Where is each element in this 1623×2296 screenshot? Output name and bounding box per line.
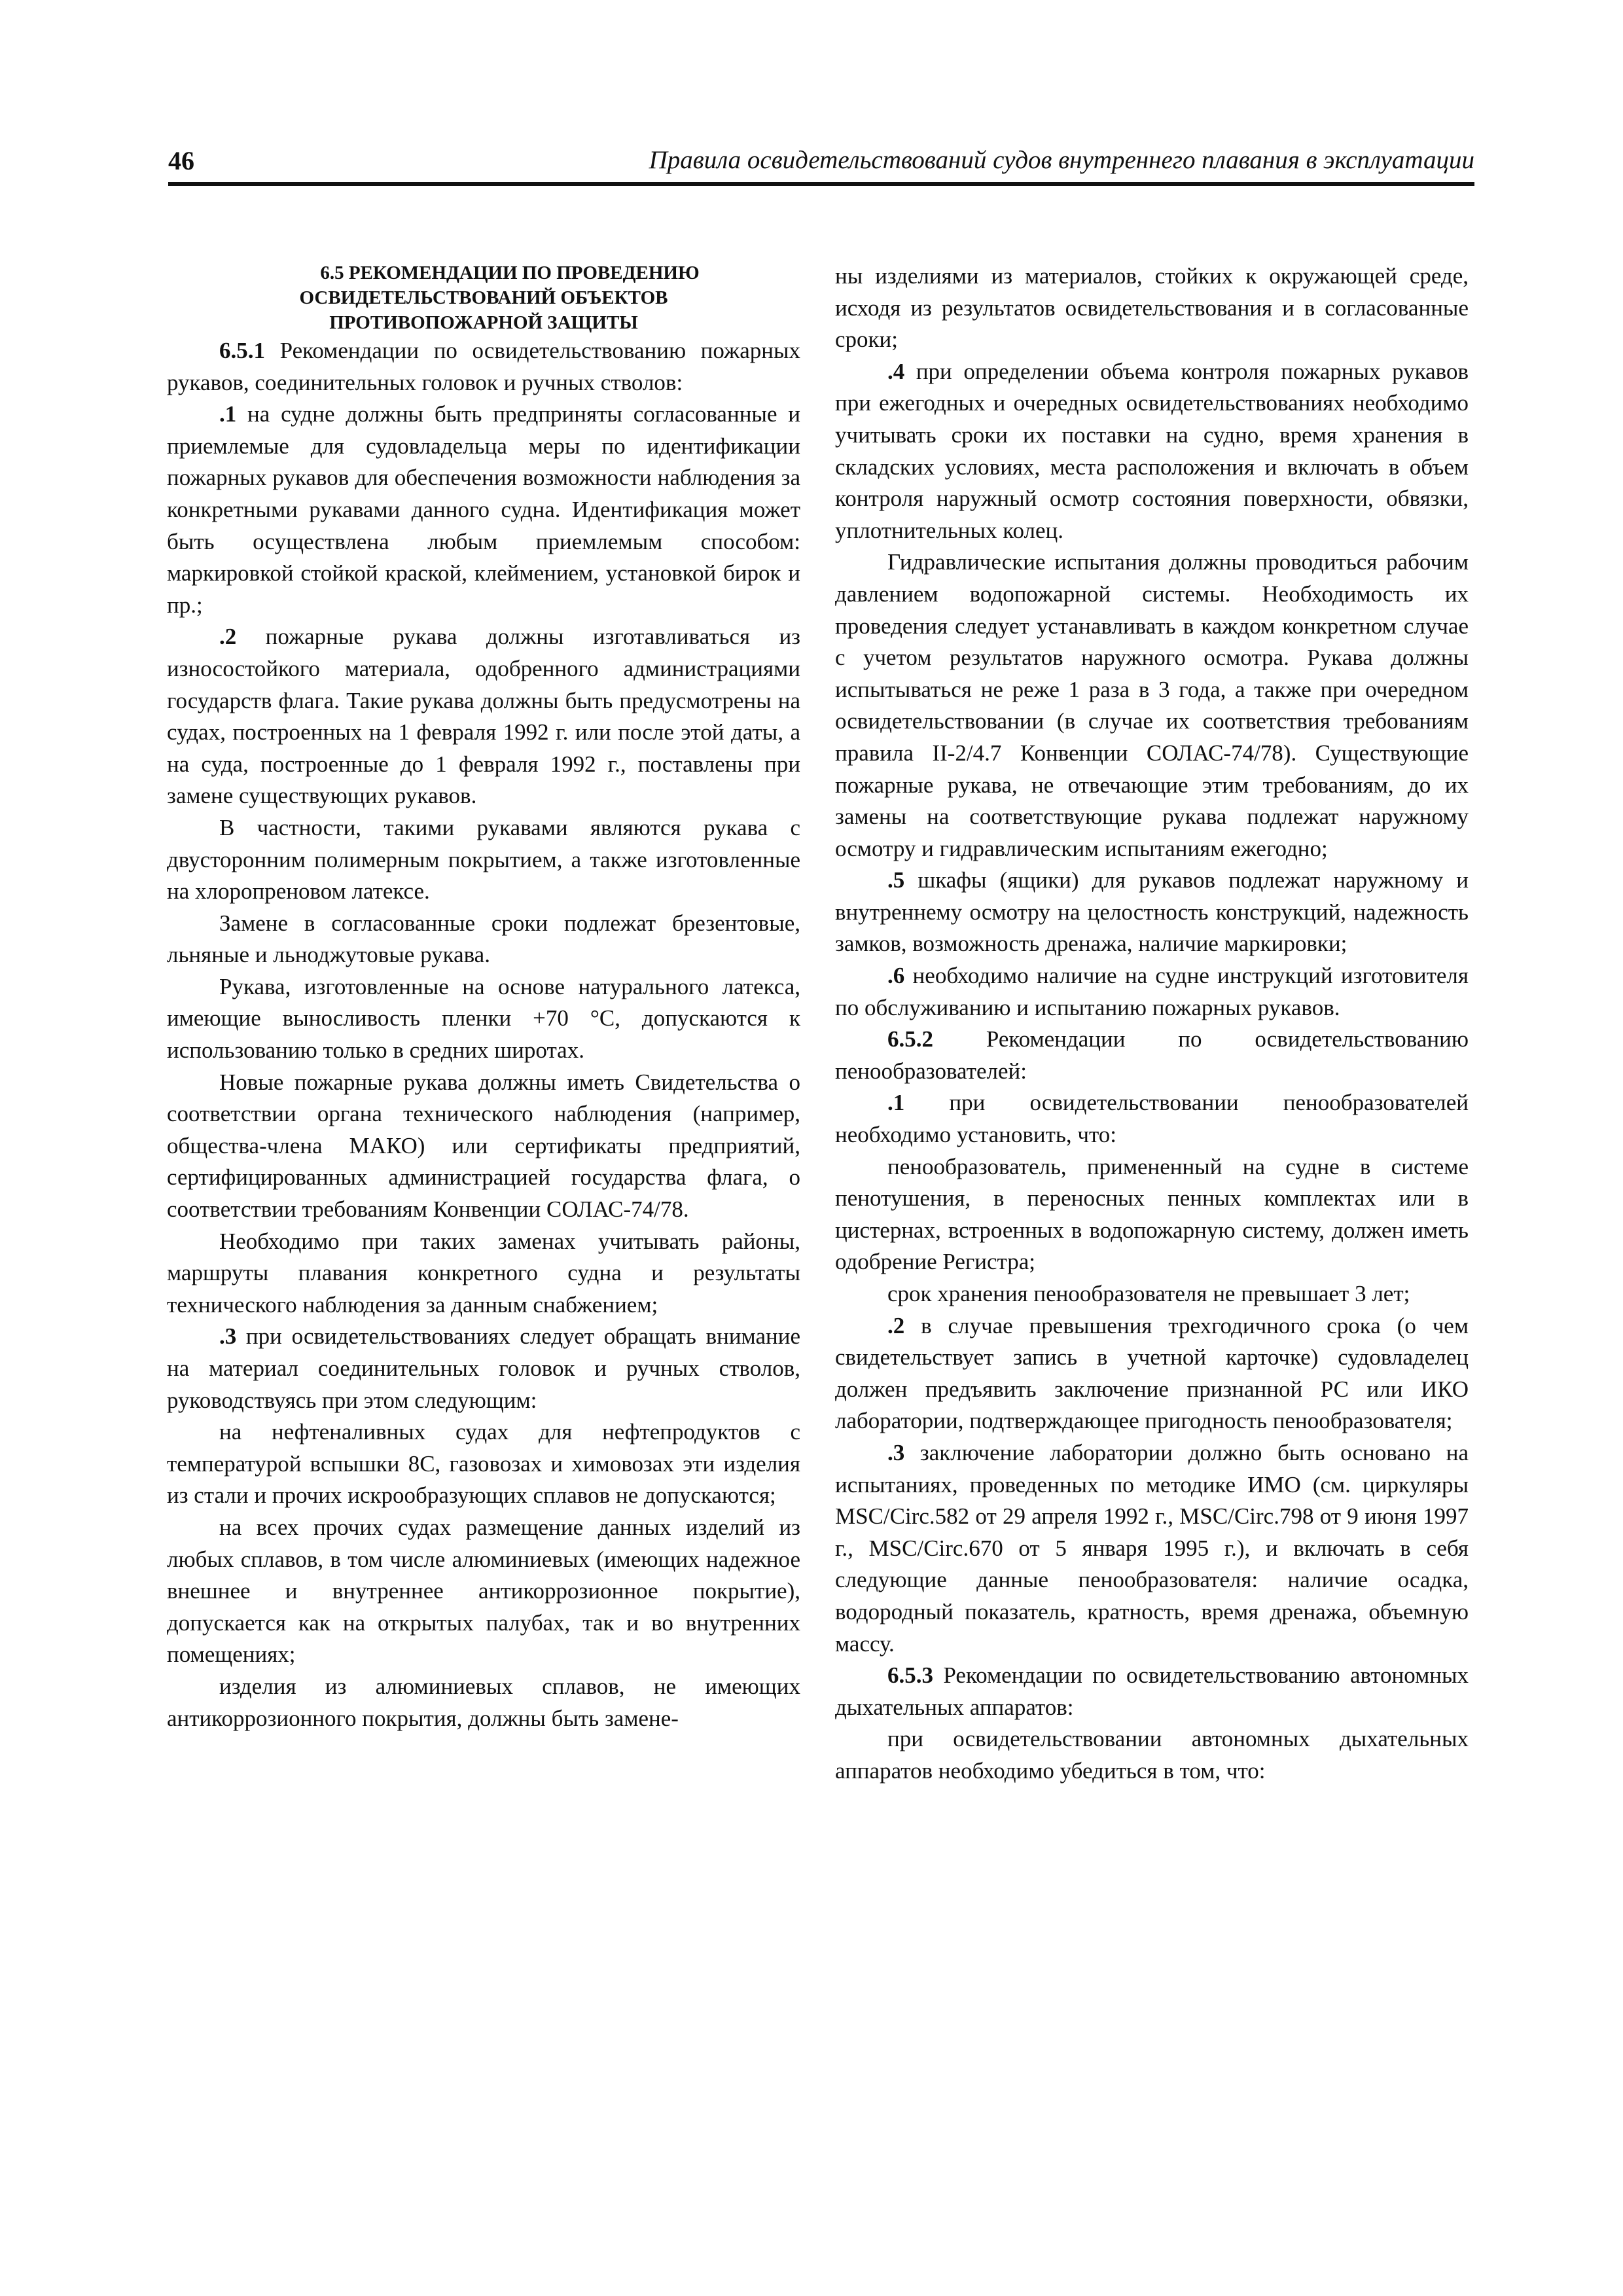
page-header xyxy=(168,145,1474,186)
paragraph: Замене в согласованные сроки подлежат брезентовые, льняные и льноджутовые рукава. xyxy=(167,910,800,968)
paragraph xyxy=(835,1310,1469,1437)
paragraph: на нефтеналивных судах для нефтепродуктов с температурой вспышки 8С, газовозах и химовозах эти изделия из стали и прочих искрообразующих сплавов не допускаются; xyxy=(167,1419,800,1509)
clause-number: .3 xyxy=(219,1323,237,1350)
paragraph: при освидетельствовании автономных дыхательных аппаратов необходимо убедиться в том, что: xyxy=(835,1726,1469,1784)
paragraph: Рукава, изготовленные на основе натурального латекса, имеющие выносливость пленки +70 °С, допускаются к использованию только в средних широтах. xyxy=(167,973,800,1064)
paragraph: срок хранения пенообразователя не превышает 3 лет; xyxy=(887,1281,1410,1306)
clause-number: .5 xyxy=(887,867,905,893)
paragraph: ны изделиями из материалов, стойких к окружающей среде, исходя из результатов освидетельствования и в согласованные сроки; xyxy=(835,263,1469,353)
paragraph: Новые пожарные рукава должны иметь Свидетельства о соответствии органа технического наблюдения (например, общества-члена МАКО) или сертификаты предприятий, сертифицированных администрацией государства флага, о соответствии требованиям Конвенции СОЛАС-74/78. xyxy=(167,1069,800,1223)
paragraph-text: при определении объема контроля пожарных рукавов при ежегодных и очередных освидетельствованиях необходимо учитывать сроки их поставки на судно, время хранения в складских условиях, места расположения и включать в объем контроля наружный осмотр состояния поверхности, обвязки, уплотнительных колец. xyxy=(835,358,1469,543)
paragraph-text: на судне должны быть предприняты согласованные и приемлемые для судовладельца меры по идентификации пожарных рукавов для обеспечения возможности наблюдения за конкретными рукавами данного судна. Идентификация может быть осуществлена любым приемлемым способом: маркировкой стойкой краской, клеймением, установкой бирок и пр.; xyxy=(167,401,800,618)
paragraph-text: пожарные рукава должны изготавливаться из износостойкого материала, одобренного администрациями государств флага. Такие рукава должны быть предусмотрены на судах, построенных на 1 февраля 1992 г. или после этой даты, а на суда, построенные до 1 февраля 1992 г., поставлены при замене существующих рукавов. xyxy=(167,624,800,809)
paragraph xyxy=(167,1321,800,1416)
paragraph: Гидравлические испытания должны проводиться рабочим давлением водопожарной системы. Необходимость их проведения следует устанавливать в каждом конкретном случае с учетом результатов наружного осмотра. Рукава должны испытываться не реже 1 раза в 3 года, а также при очередном освидетельствовании (в случае их соответствия требованиям правила II-2/4.7 Конвенции СОЛАС-74/78). Существующие пожарные рукава, не отвечающие этим требованиям, до их замены на соответствующие рукава подлежат наружному осмотру и гидравлическим испытаниям ежегодно; xyxy=(835,549,1469,861)
paragraph-text: Рекомендации по освидетельствованию пенообразователей: xyxy=(835,1026,1469,1084)
running-title: Правила освидетельствований судов внутреннего плавания в эксплуатации xyxy=(649,146,1474,174)
clause-number: .3 xyxy=(887,1439,905,1465)
paragraph: на всех прочих судах размещение данных изделий из любых сплавов, в том числе алюминиевых (имеющих надежное внешнее и внутреннее антикоррозионное покрытие), допускается как на открытых палубах, так и во внутренних помещениях; xyxy=(167,1514,800,1668)
paragraph-text: при освидетельствовании пенообразователей необходимо установить, что: xyxy=(835,1090,1469,1148)
paragraph: В частности, такими рукавами являются рукава с двусторонним полимерным покрытием, а также изготовленные на хлоропреновом латексе. xyxy=(167,814,800,905)
paragraph xyxy=(835,1437,1469,1660)
clause-number: 6.5.2 xyxy=(887,1026,933,1052)
section-heading: 6.5 РЕКОМЕНДАЦИИ ПО ПРОВЕДЕНИЮ ОСВИДЕТЕЛЬСТВОВАНИЙ ОБЪЕКТОВ ПРОТИВОПОЖАРНОЙ ЗАЩИТЫ xyxy=(299,262,700,333)
paragraph-text: Рекомендации по освидетельствованию пожарных рукавов, соединительных головок и ручных стволов: xyxy=(167,338,800,395)
paragraph xyxy=(167,621,800,812)
left-column xyxy=(167,260,800,1734)
paragraph xyxy=(835,356,1469,547)
clause-number: 6.5.1 xyxy=(219,338,265,363)
clause-number: .2 xyxy=(219,624,237,650)
paragraph-text: в случае превышения трехгодичного срока (о чем свидетельствует запись в учетной карточке) судовладелец должен предъявить заключение признанной РС или ИКО лаборатории, подтверждающее пригодность пенообразователя; xyxy=(835,1312,1469,1434)
page-number: 46 xyxy=(168,146,194,175)
paragraph xyxy=(167,399,800,621)
paragraph xyxy=(835,1024,1469,1087)
right-column xyxy=(835,260,1469,1787)
clause-number: .2 xyxy=(887,1312,905,1338)
paragraph-text: шкафы (ящики) для рукавов подлежат наружному и внутреннему осмотру на целостность конструкций, надежность замков, возможность дренажа, наличие маркировки; xyxy=(835,867,1469,957)
clause-number: .6 xyxy=(887,963,905,989)
paragraph: Необходимо при таких заменах учитывать районы, маршруты плавания конкретного судна и результаты технического наблюдения за данным снабжением; xyxy=(167,1228,800,1318)
clause-number: .4 xyxy=(887,358,905,384)
paragraph-text: при освидетельствованиях следует обращать внимание на материал соединительных головок и ручных стволов, руководствуясь при этом следующим: xyxy=(167,1323,800,1413)
clause-number: .1 xyxy=(887,1090,905,1116)
paragraph xyxy=(835,1660,1469,1723)
paragraph-text: Рекомендации по освидетельствованию автономных дыхательных аппаратов: xyxy=(835,1662,1469,1720)
paragraph xyxy=(835,960,1469,1024)
paragraph xyxy=(167,335,800,399)
paragraph-text: необходимо наличие на судне инструкций изготовителя по обслуживанию и испытанию пожарных рукавов. xyxy=(835,963,1469,1020)
clause-number: 6.5.3 xyxy=(887,1662,933,1689)
paragraph xyxy=(835,865,1469,960)
paragraph: пенообразователь, примененный на судне в системе пенотушения, в переносных пенных комплектах или в цистернах, встроенных в водопожарную систему, должен иметь одобрение Регистра; xyxy=(835,1153,1469,1275)
paragraph xyxy=(835,1087,1469,1151)
paragraph-text: заключение лаборатории должно быть основано на испытаниях, проведенных по методике ИМО (см. циркуляры MSC/Circ.582 от 29 апреля 1992 г., MSC/Circ.798 от 9 июня 1997 г., MSC/Circ.670 от 5 января 1995 г.), и включать в себя следующие данные пенообразователя: наличие осадка, водородный показатель, кратность, время дренажа, объемную массу. xyxy=(835,1439,1469,1657)
paragraph: изделия из алюминиевых сплавов, не имеющих антикоррозионного покрытия, должны быть замене- xyxy=(167,1673,800,1731)
clause-number: .1 xyxy=(219,401,237,427)
